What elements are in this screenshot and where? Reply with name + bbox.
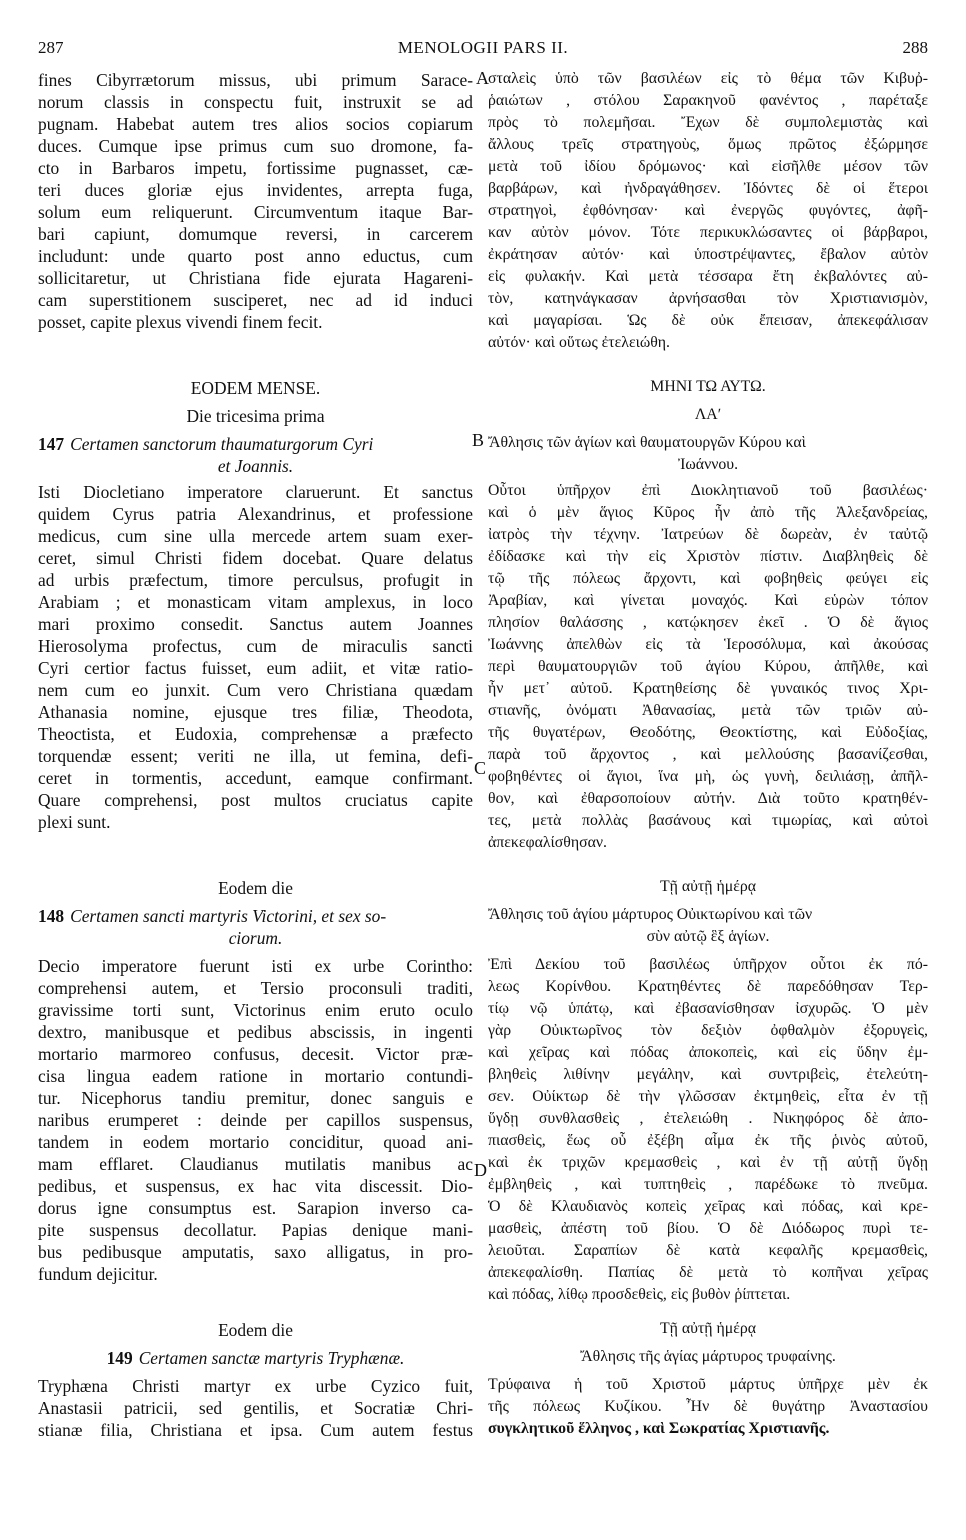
- greek-148-line: τίῳ νῷ ὑπάτῳ, καὶ ἐβασανίσθησαν ἰσχυρῶς. Ὁ μὲν: [488, 1000, 928, 1017]
- greek-147-line: πλησίον θαλάσσης , κατῴκησεν ἐκεῖ . Ὁ δὲ ἅγιος: [488, 614, 928, 631]
- greek-148-line: καὶ ἐκ τριχῶν κρεμασθεὶς , καὶ ἐν τῇ αὐτῇ ὕγδῃ: [488, 1154, 928, 1171]
- greek-147-line: φοβηθέντες οἱ ἅγιοι, ἵνα μὴ, ὡς γυνὴ, δειλιάσῃ, ἀπῆλ-: [488, 768, 928, 785]
- page-header: [38, 38, 928, 60]
- entry-number: 149: [106, 1348, 133, 1368]
- latin-intro-line: teri duces gloriæ ejus invidentes, arrepta fuga,: [38, 180, 473, 200]
- greek-148-line: μασθεὶς, ἀπέστη τοῦ βίου. Ὁ δὲ Διόδωρος πυρὶ τε-: [488, 1220, 928, 1237]
- latin-intro-line: cam superstitionem susciperet, nec ad id induci: [38, 290, 473, 310]
- greek-intro-line: αὐτόν· καὶ οὕτως ἐτελειώθη.: [488, 334, 670, 351]
- latin-148-line: gravissime torti sunt, Victorinus enim eruto oculo: [38, 1000, 473, 1020]
- greek-entry-147-title-cont: Ἰωάννου.: [677, 456, 739, 473]
- latin-148-line: pedibus, et suspensus, ex hac vita discessit. Dio-: [38, 1176, 473, 1196]
- latin-month-heading: EODEM MENSE.: [190, 378, 321, 398]
- latin-entry-148-title-cont: ciorum.: [228, 928, 283, 948]
- latin-147-line: Hierosolyma profectus, cum de miraculis sancti: [38, 636, 473, 656]
- greek-149-line: συγκλητικοῦ ἕλληνος , καὶ Σωκρατίας Χριστιανῆς.: [488, 1420, 830, 1437]
- margin-letter-c: C: [474, 758, 487, 778]
- latin-147-line: medicus, cum sine ulla mercede artem suam exer-: [38, 526, 473, 546]
- greek-147-line: τες, μετὰ πολλὰς βασάνους καὶ τιμωρίας, καὶ αὐτοὶ: [488, 812, 928, 829]
- greek-148-line: γὰρ Οὐικτωρῖνος τὸν δεξιὸν ὀφθαλμὸν ἐξορυγεὶς,: [488, 1022, 928, 1039]
- latin-147-line: Athanasia nomine, ejusque tres filiæ, Theodota,: [38, 702, 473, 722]
- latin-148-line: dextro, manibusque et pedibus abscissis, in ingenti: [38, 1022, 473, 1042]
- greek-147-line: ἰατρὸς τὴν τέχνην. Ἰατρεύων δὲ δωρεὰν, ἐν ταὐτῷ: [488, 526, 928, 543]
- greek-148-line: σεν. Οὐίκτωρ δὲ τὴν γλῶσσαν ἐκτμηθεὶς, εἶτα ἐν τῇ: [488, 1088, 928, 1105]
- greek-entry-149-title: Ἄθλησις τῆς ἁγίας μάρτυρος τρυφαίνης.: [580, 1348, 836, 1365]
- greek-147-line: παρὰ τοῦ ἄρχοντος , καὶ μελλούσης βασανίζεσθαι,: [488, 746, 928, 763]
- greek-149-line: Τρύφαινα ἡ τοῦ Χριστοῦ μάρτυς ὑπῆρχε μὲν ἐκ: [488, 1376, 928, 1393]
- latin-intro-line: pugnam. Habebat autem tres alios socios copiarum: [38, 114, 473, 134]
- greek-intro-line: ἄλλους τρεῖς στρατηγοὺς, ὅμως πρῶτος ἐξώρμησε: [488, 136, 928, 153]
- latin-entry-147-title-cont: et Joannis.: [217, 456, 294, 476]
- latin-147-line: nem cum eo junxit. Cum vero Christiana quædam: [38, 680, 473, 700]
- greek-148-line: ὕγδῃ συνθλασθεὶς , ἐτελειώθη . Νικηφόρος δὲ ἀπο-: [488, 1110, 928, 1127]
- latin-147-line: plexi sunt.: [38, 812, 111, 832]
- greek-intro-line: καὶ μαγαρίσαι. Ὡς δὲ οὐκ ἔπεισαν, ἀπεκεφάλισαν: [488, 312, 928, 329]
- latin-intro-line: posset, capite plexus vivendi finem fecit.: [38, 312, 323, 332]
- latin-148-line: tandem in eodem mortario conciditur, quoad ani-: [38, 1132, 473, 1152]
- latin-147-line: quidem Cyrus patria Alexandrinus, et professione: [38, 504, 473, 524]
- latin-147-line: Quare comprehensi, post multos cruciatus capite: [38, 790, 473, 810]
- latin-intro-line: duces. Cumque ipse primus cum suo dromone, fa-: [38, 136, 473, 156]
- greek-intro-line: στρατηγοὶ, ἐφθόνησαν· καὶ ἐνεργῶς φυγόντες, ἀφῆ-: [488, 202, 928, 219]
- left-page-number: 287: [38, 38, 64, 57]
- latin-147-line: Arabiam ; et monasticam vitam amplexus, in loco: [38, 592, 473, 612]
- greek-148-line: λειοῦται. Σαραπίων δὲ κατὰ κεφαλῆς κρεμασθεὶς,: [488, 1242, 928, 1259]
- latin-148-line: pite suspensus decollatur. Papias denique mani-: [38, 1220, 473, 1240]
- greek-147-line: ἦν μετ᾽ αὐτοῦ. Κρατηθείσης δὲ γυναικός τινος Χρι-: [488, 680, 928, 697]
- greek-entry-147-title: Ἄθλησις τῶν ἁγίων καὶ θαυματουργῶν Κύρου καὶ: [488, 434, 806, 451]
- latin-148-line: tur. Nicephorus tandiu premitur, donec sanguis e: [38, 1088, 473, 1108]
- latin-147-line: torquendæ essent; veriti ne illa, ut femina, defi-: [38, 746, 473, 766]
- latin-147-line: mari proximo consedit. Sanctus autem Joannes: [38, 614, 473, 634]
- latin-148-line: fundum dejicitur.: [38, 1264, 158, 1284]
- greek-entry-148-title: Ἄθλησις τοῦ ἁγίου μάρτυρος Οὐικτωρίνου καὶ τῶν: [488, 906, 813, 923]
- latin-intro-line: solum eum reliquerunt. Circumventum itaque Bar-: [38, 202, 473, 222]
- entry-number: 147: [38, 434, 65, 454]
- latin-148-line: comprehensi autem, et Tersio proconsuli traditi,: [38, 978, 473, 998]
- greek-month-heading: ΜΗΝΙ ΤΩ ΑΥΤΩ.: [650, 378, 766, 395]
- right-page-number: 288: [902, 38, 928, 57]
- latin-148-line: dorus igne consumptus est. Sarapion inverso ca-: [38, 1198, 473, 1218]
- greek-147-line: Ἀραβίαν, καὶ γίνεται μοναχός. Καὶ εὑρὼν τόπον: [488, 592, 928, 609]
- greek-entry-148-title-cont: σὺν αὐτῷ ἓξ ἁγίων.: [646, 928, 770, 945]
- greek-intro-line: σταλεὶς ὑπὸ τῶν βασιλέων εἰς τὸ θέμα τῶν Κιβυῤ-: [488, 70, 928, 87]
- greek-149-line: τῆς πόλεως Κυζίκου. Ἦν δὲ θυγάτηρ Ἀναστασίου: [488, 1398, 928, 1415]
- latin-147-line: Cyri certior factus fuisset, eum adiit, et vitæ ratio-: [38, 658, 473, 678]
- greek-148-line: λεως Κορίνθου. Κρατηθέντες δὲ παρεδόθησαν Τερ-: [488, 978, 928, 995]
- running-title: MENOLOGII PARS II.: [397, 38, 569, 57]
- greek-149-heading: Τῇ αὐτῇ ἡμέρᾳ: [659, 1320, 757, 1337]
- latin-148-line: cisa lingua eadem ratione in mortario contundi-: [38, 1066, 473, 1086]
- latin-entry-149-title: [38, 1348, 473, 1369]
- latin-day-heading: Die tricesima prima: [186, 406, 325, 426]
- greek-147-line: τῷ τῆς πόλεως ἄρχοντι, καὶ φοβηθεὶς φεύγει εἰς: [488, 570, 928, 587]
- greek-148-line: ἐμβληθεὶς , καὶ τυπτηθεὶς , παρέδωκε τὸ πνεῦμα.: [488, 1176, 928, 1193]
- latin-147-line: ad urbis præfectum, timore perculsus, profugit in: [38, 570, 473, 590]
- greek-intro-line: τὸν, κατηνάγκασαν ἀρνήσασθαι τὸν Χριστιανισμὸν,: [488, 290, 928, 307]
- greek-intro-line: πρὸς τὸ πολεμῆσαι. Ἔχων δὲ συμπολεμιστὰς καὶ: [488, 114, 928, 131]
- greek-147-line: περὶ θαυματουργιῶν τοῦ ἁγίου Κύρου, ἀπῆλθε, καὶ: [488, 658, 928, 675]
- latin-149-line: Tryphæna Christi martyr ex urbe Cyzico fuit,: [38, 1376, 473, 1396]
- greek-intro-line: βαρβάρων, καὶ ἠνδραγάθησεν. Ἰδόντες δὲ οἱ ἕτεροι: [488, 180, 928, 197]
- latin-149-line: Anastasii patricii, sed gentilis, et Socratiæ Chri-: [38, 1398, 473, 1418]
- greek-148-line: βληθεὶς λιθίνην μεγάλην, καὶ συντριβεὶς, ἐτελεύτη-: [488, 1066, 928, 1083]
- latin-entry-148-title: [38, 906, 473, 927]
- greek-147-line: θον, καὶ ἐθαρσοποίουν αὐτήν. Διὰ τοῦτο κρατηθέν-: [488, 790, 928, 807]
- latin-intro-line: cto in Barbaros impetu, fortissime pugnasset, cæ-: [38, 158, 473, 178]
- greek-147-line: ἐδίδασκε καὶ τὴν εἰς Χριστὸν πίστιν. Διαβληθεὶς δὲ: [488, 548, 928, 565]
- greek-147-line: τῆς θυγατέρων, Θεοδότης, Θεοκτίστης, καὶ Εὐδοξίας,: [488, 724, 928, 741]
- greek-148-line: πιασθεὶς, ἕως οὗ ἐξέβη αἷμα ἐκ τῆς ῥινὸς αὐτοῦ,: [488, 1132, 928, 1149]
- greek-day-heading: ΛΑʹ: [694, 406, 722, 423]
- latin-148-line: mam efflaret. Claudianus mutilatis manibus ac: [38, 1154, 473, 1174]
- margin-letter-a: A: [476, 68, 489, 88]
- entry-title: Certamen sanctorum thaumaturgorum Cyri: [70, 434, 374, 454]
- greek-148-line: ἀπεκεφαλίσθη. Παπίας δὲ μετὰ τὸ κοπῆναι χεῖρας: [488, 1264, 928, 1281]
- latin-148-heading: Eodem die: [218, 878, 293, 898]
- latin-149-line: stianæ filia, Christiana et ipsa. Cum autem festus: [38, 1420, 473, 1440]
- latin-147-line: Theoctista, et Eudoxia, comprehensæ a præfecto: [38, 724, 473, 744]
- greek-147-line: ἀπεκεφαλίσθησαν.: [488, 834, 608, 851]
- latin-147-line: ceret in tormentis, accedunt, eamque confirmant.: [38, 768, 473, 788]
- latin-149-heading: Eodem die: [218, 1320, 293, 1340]
- entry-title: Certamen sanctæ martyris Tryphænæ.: [138, 1348, 405, 1368]
- latin-intro-line: bari capiunt, domumque reversi, in carcerem: [38, 224, 473, 244]
- greek-intro-line: καν αὐτὸν μόνον. Τότε περικυκλώσαντες οἱ βάρβαροι,: [488, 224, 928, 241]
- latin-148-line: Decio imperatore fuerunt isti ex urbe Corintho:: [38, 956, 473, 976]
- greek-148-heading: Τῇ αὐτῇ ἡμέρᾳ: [659, 878, 757, 895]
- latin-intro-line: norum classis in conspectu fuit, instruxit se ad: [38, 92, 473, 112]
- entry-title: Certamen sancti martyris Victorini, et sex so-: [70, 906, 387, 926]
- greek-intro-line: ἐκράτησαν αὐτόν· καὶ ὑποστρέψαντες, ἔβαλον αὐτὸν: [488, 246, 928, 263]
- greek-147-line: καὶ ὁ μὲν ἅγιος Κῦρος ἦν ἀπὸ τῆς Ἀλεξανδρείας,: [488, 504, 928, 521]
- latin-148-line: mortario marmoreo confusus, decesit. Victor præ-: [38, 1044, 473, 1064]
- greek-148-line: Ἐπὶ Δεκίου τοῦ βασιλέως ὑπῆρχον οὗτοι ἐκ πό-: [488, 956, 928, 973]
- latin-entry-147-title: [38, 434, 473, 455]
- greek-147-line: Οὗτοι ὑπῆρχον ἐπὶ Διοκλητιανοῦ τοῦ βασιλέως·: [488, 482, 928, 499]
- greek-148-line: καὶ πόδας, λίθῳ προσδεθεὶς, εἰς βυθὸν ῥίπτεται.: [488, 1286, 791, 1303]
- greek-intro-line: μετὰ τοῦ ἰδίου δρόμωνος· καὶ εἰσῆλθε μέσον τῶν: [488, 158, 928, 175]
- greek-intro-line: ῥαιώτων , στόλου Σαρακηνοῦ φανέντος , παρέταξε: [488, 92, 928, 109]
- latin-148-line: bus pedibusque amputatis, saxo alligatus, in pro-: [38, 1242, 473, 1262]
- greek-147-line: στιανῆς, ὀνόματι Ἀθανασίας, μετὰ τῶν τριῶν αὐ-: [488, 702, 928, 719]
- greek-147-line: Ἰωάννης ἀπελθὼν εἰς τὰ Ἱεροσόλυμα, καὶ ἀκούσας: [488, 636, 928, 653]
- latin-intro-line: sollicitaretur, ut Christiana fide ejurata Hagareni-: [38, 268, 473, 288]
- greek-148-line: καὶ χεῖρας καὶ πόδας ἀποκοπεὶς, καὶ εἰς ὕδην ἐμ-: [488, 1044, 928, 1061]
- latin-147-line: ceret, simul Christi fidem docebat. Quare delatus: [38, 548, 473, 568]
- entry-number: 148: [38, 906, 65, 926]
- latin-intro-line: fines Cibyrrætorum missus, ubi primum Sarace-: [38, 70, 473, 90]
- margin-letter-b: B: [472, 430, 485, 450]
- latin-147-line: Isti Diocletiano imperatore claruerunt. Et sanctus: [38, 482, 473, 502]
- margin-letter-d: D: [474, 1160, 487, 1180]
- latin-148-line: naribus erumperet : deinde per capillos suspensus,: [38, 1110, 473, 1130]
- greek-148-line: Ὁ δὲ Κλαυδιανὸς κοπεὶς χεῖρας καὶ πόδας, καὶ κρε-: [488, 1198, 928, 1215]
- latin-intro-line: includunt: unde quarto post anno eductus, cum: [38, 246, 473, 266]
- greek-intro-line: εἰς φυλακήν. Καὶ μετὰ τέσσαρα ἔτη ἐκβαλόντες αὐ-: [488, 268, 928, 285]
